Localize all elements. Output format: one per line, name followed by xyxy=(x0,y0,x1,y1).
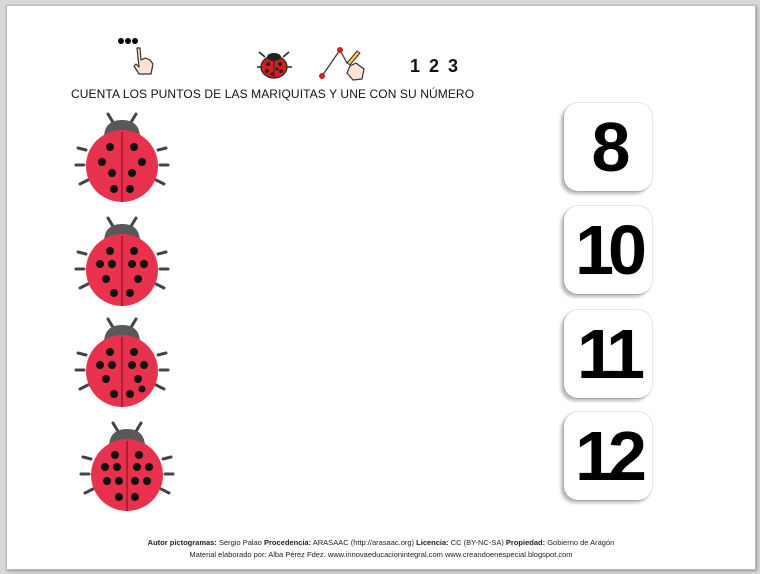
author-value: Sergio Palao xyxy=(218,538,262,547)
owner-label: Propiedad: xyxy=(505,538,546,547)
instruction-text: CUENTA LOS PUNTOS DE LAS MARIQUITAS Y UNE CON SU NÚMERO xyxy=(71,87,475,101)
credits-line-1 xyxy=(7,538,755,547)
sequence-label: 1 2 3 xyxy=(410,56,461,76)
number-card[interactable] xyxy=(564,412,652,500)
license-label: Licencia: xyxy=(416,538,449,547)
credits-line-2: Material elaborado por: Alba Pérez Fdez. www.innovaeducacionintegral.com www.creandoenespecial.blogspot.com xyxy=(189,550,573,559)
number-card[interactable] xyxy=(564,103,652,191)
count-dots-hand-icon xyxy=(115,32,159,76)
number-card[interactable] xyxy=(564,206,652,294)
license-value: CC (BY-NC-SA) xyxy=(450,538,504,547)
number-card-value: 12 xyxy=(575,417,641,495)
ladybug-card xyxy=(74,110,170,206)
ladybug-card xyxy=(74,315,170,411)
source-value: ARASAAC (http://arasaac.org) xyxy=(312,538,415,547)
author-label: Autor pictogramas: xyxy=(147,538,217,547)
source-label: Procedencia: xyxy=(263,538,312,547)
owner-value: Gobierno de Aragón xyxy=(547,538,615,547)
ladybug-card xyxy=(79,419,175,515)
ladybug-card xyxy=(74,214,170,310)
join-with-pencil-icon xyxy=(317,44,367,84)
worksheet-page xyxy=(6,5,756,570)
number-card-value: 10 xyxy=(575,211,641,289)
ladybug-icon xyxy=(257,49,293,81)
number-card[interactable] xyxy=(564,310,652,398)
number-card-value: 8 xyxy=(591,108,625,186)
number-card-value: 11 xyxy=(577,315,639,393)
